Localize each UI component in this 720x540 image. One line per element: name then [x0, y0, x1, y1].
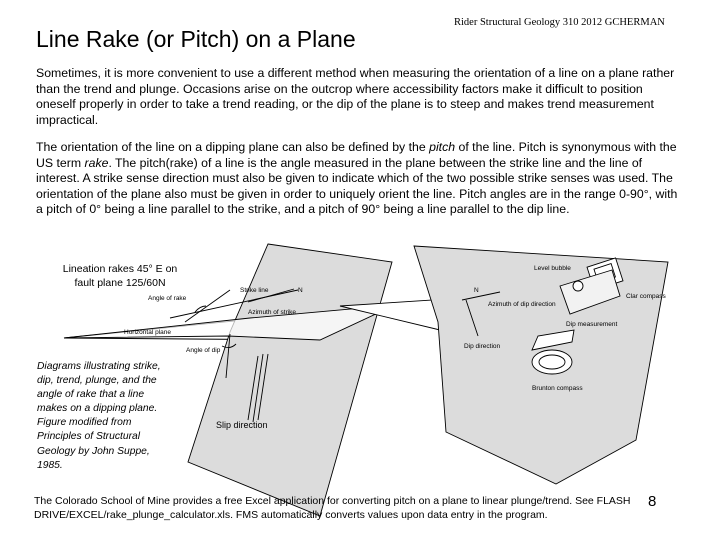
level-bubble-label: Level bubble — [534, 265, 571, 272]
strike-line-label: Strike line — [240, 287, 269, 294]
page-number: 8 — [648, 493, 657, 510]
pitch-text-2: of the line. Pitch is synonymous with the US term — [36, 140, 677, 170]
footer-note: The Colorado School of Mine provides a free Excel application for converting pitch on a plane to linear plunge/trend. See FLASH DRIVE/EXCEL/rake_plunge_calculator.xls. FMS automatically converts values upon data entry in the program. — [34, 495, 631, 521]
horizontal-plane-label: Horizontal plane — [124, 329, 171, 336]
north-label-right: N — [474, 287, 479, 294]
right-diagram — [340, 246, 668, 484]
angle-of-rake-label: Angle of rake — [148, 295, 187, 302]
pitch-term: pitch — [429, 140, 456, 154]
figure-caption: Diagrams illustrating strike, dip, trend, plunge, and the angle of rake that a line makes on a dipping plane. Figure modified from Principles of Structural Geology by John Suppe, 1985. — [37, 361, 161, 471]
north-label-left: N — [298, 287, 303, 294]
rake-term: rake — [84, 155, 109, 170]
intro-paragraph: Sometimes, it is more convenient to use a different method when measuring the orientation of a line on a plane rather than the trend and plunge. Occasions arise on the outcrop where accessibility factors make it difficult to position oneself properly in order to take a trend reading, or the dip of the plane is to steep and makes trend measurement impractical. — [36, 66, 675, 127]
pitch-text-3: . The pitch(rake) of a line is the angle measured in the plane between the strike line and the line of interest. A strike sense direction must also be given to indicate which of the two possible strike senses was used. The orientation of the plane also must be given in order to uniquely orient the line. Pitch angles are in the range 0-90°, with a pitch of 0° being a line parallel to the strike, and a pitch of 90° being a line parallel to the dip line. — [36, 155, 678, 217]
dip-direction-label: Dip direction — [464, 343, 501, 350]
azimuth-of-strike-label: Azimuth of strike — [248, 309, 297, 316]
slip-direction-label: Slip direction — [216, 420, 268, 430]
pitch-text-1: The orientation of the line on a dipping plane can also be defined by the — [36, 140, 430, 154]
azimuth-of-dip-label: Azimuth of dip direction — [488, 301, 556, 308]
clar-compass-label: Clar compass — [626, 293, 666, 300]
page-title: Line Rake (or Pitch) on a Plane — [36, 26, 356, 52]
dip-measurement-label: Dip measurement — [566, 321, 618, 328]
dipping-fault-plane — [188, 244, 392, 516]
angle-of-dip-label: Angle of dip — [186, 347, 221, 354]
brunton-compass-dial — [539, 355, 565, 369]
level-bubble — [573, 281, 583, 291]
course-credit: Rider Structural Geology 310 2012 GCHERMAN — [454, 17, 665, 28]
brunton-compass-label: Brunton compass — [532, 385, 583, 392]
lineation-rake-label: Lineation rakes 45° E on fault plane 125/60N — [62, 263, 178, 289]
